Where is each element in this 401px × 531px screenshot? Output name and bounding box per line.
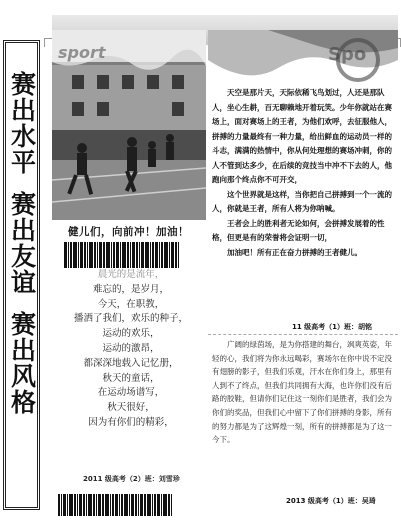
article-paragraph: 广阔的绿茵场，是为你搭建的舞台，飒爽英姿，年轻的心，我们将为你永远喝彩，赛场尔在你中说不定没有翅膀的影子，但我们乐观，汗水在你们身上，那里有人到不了终点，但我们共同拥有大海，也许你们没有后路的胶鞋，但请你们记住这一刻你们是胜者，我们会为你们的奖品，但我们心中留下了你们拼搏的身影，所有的努力都是为了这辉煌一刻，所有的拼搏都是为了这一今下。 — [212, 340, 392, 445]
poem-byline: 2011 级高考（2）班：刘雪珍 — [83, 475, 180, 483]
article-paragraph: 加油吧！所有正在奋力拼搏的王者健儿。 — [227, 247, 362, 257]
slogan-banner — [3, 40, 40, 510]
poem-line: 秋天很好， — [107, 402, 155, 414]
slogan-2: 赛出友谊 — [7, 191, 37, 295]
poem-line: 都深深地载入记忆册， — [83, 357, 179, 369]
poem-block — [58, 268, 204, 431]
article-paragraph: 王者会上的胜利者无论如何，会拼搏发展着的性格，但更是有的荣誉将会证明一切， — [212, 218, 385, 242]
poem-line: 晨光的是流年， — [97, 269, 165, 280]
photo-caption: 健儿们，向前冲！加油！ — [68, 226, 189, 238]
slogan-1: 赛出水平 — [7, 71, 37, 175]
article-paragraph: 这个世界就是这样，当你把自己拼搏到一个一流的人，你就是王者，所有人将为你呐喊。 — [212, 189, 392, 213]
decorative-header-graphic — [208, 30, 398, 82]
svg-text:sport: sport — [58, 43, 106, 62]
article-top — [212, 86, 394, 260]
poem-line: 运动的激昂， — [102, 342, 160, 354]
article-paragraph: 天空是那片天，天际依稀飞鸟划过，人还是那队人，坐心生耕，百无聊赖地开着玩笑。少年你就站在赛场上，面对赛场上的王者，为他们欢呼，去征服他人，拼搏的力量最终有一种力量，给出鲜血的运动员一样的斗志，满满的热情中，你从何处理想的赛场冲刺，你的人不管到达多少，在后续的竞技当中冲不下去的人，他跑向那个终点你不可开交， — [212, 88, 392, 184]
barcode-decoration-top — [64, 242, 180, 268]
article-top-byline: 11 级高考（1）班：胡铭 — [292, 323, 373, 331]
poem-line: 今天，在职教， — [97, 298, 165, 310]
slogan-3: 赛出风格 — [7, 311, 37, 415]
article-bottom — [212, 338, 394, 447]
svg-text:Spo: Spo — [328, 44, 367, 65]
poem-line: 运动的欢乐， — [102, 328, 160, 340]
runners-photo — [52, 30, 206, 220]
barcode-decoration-bottom — [58, 494, 173, 516]
poem-line: 难忘的，是岁月， — [92, 283, 169, 295]
article-bottom-byline: 2013 级高考（1）班：吴琦 — [286, 497, 376, 505]
poem-line: 秋天的童话， — [102, 372, 160, 384]
poem-line: 因为有你们的精彩， — [88, 416, 174, 428]
runners-photo-graphic — [52, 30, 206, 220]
poem-line: 播洒了我们，欢乐的种子， — [73, 313, 188, 325]
poem-line: 在运动场谱写， — [97, 387, 165, 399]
section-divider — [208, 334, 398, 335]
